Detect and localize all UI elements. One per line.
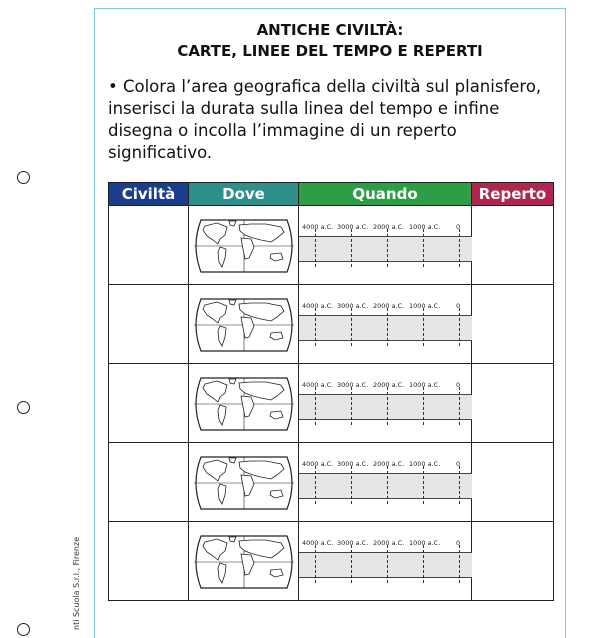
table-row — [109, 364, 554, 443]
timeline-tick — [315, 466, 316, 504]
timeline-label: 1000 a.C. — [409, 223, 441, 231]
civilta-input-cell[interactable] — [109, 443, 189, 522]
timeline-label: 0 — [456, 302, 461, 310]
reperto-input-cell[interactable] — [472, 522, 554, 601]
timeline-tick — [351, 466, 352, 504]
timeline-labels — [302, 539, 470, 549]
timeline-label: 0 — [456, 223, 461, 231]
table-header-row — [109, 183, 554, 206]
timeline-cell[interactable] — [299, 206, 472, 285]
civilta-input-cell[interactable] — [109, 522, 189, 601]
timeline-tick — [351, 387, 352, 425]
timeline-tick — [387, 545, 388, 583]
world-map-cell[interactable] — [189, 443, 299, 522]
title-line-1: ANTICHE CIVILTÀ: — [256, 21, 404, 39]
timeline-label: 4000 a.C. — [302, 223, 334, 231]
world-map-icon[interactable] — [191, 376, 297, 432]
timeline-tick — [315, 308, 316, 346]
civilizations-table — [108, 182, 554, 601]
timeline-label: 4000 a.C. — [302, 539, 334, 547]
table-row — [109, 285, 554, 364]
timeline-cell[interactable] — [299, 443, 472, 522]
instructions-text: • Colora l’area geografica della civiltà sul planisfero, inserisci la durata sulla linea del tempo e infine disegna o incolla l’immagine di un reperto significativo. — [108, 77, 542, 162]
timeline-tick — [351, 308, 352, 346]
world-map-cell[interactable] — [189, 206, 299, 285]
table-row — [109, 443, 554, 522]
timeline-tick — [459, 308, 460, 346]
timeline-label: 3000 a.C. — [337, 460, 369, 468]
timeline-labels — [302, 460, 470, 470]
header-dove: Dove — [189, 183, 299, 206]
timeline-label: 3000 a.C. — [337, 381, 369, 389]
timeline-tick — [459, 387, 460, 425]
timeline-cell[interactable] — [299, 522, 472, 601]
world-map-icon[interactable] — [191, 218, 297, 274]
timeline-label: 2000 a.C. — [373, 302, 405, 310]
timeline-bar[interactable] — [299, 394, 472, 420]
world-map-cell[interactable] — [189, 285, 299, 364]
timeline-bar[interactable] — [299, 236, 472, 262]
world-map-cell[interactable] — [189, 364, 299, 443]
timeline-label: 2000 a.C. — [373, 460, 405, 468]
reperto-input-cell[interactable] — [472, 206, 554, 285]
timeline-label: 0 — [456, 539, 461, 547]
title-line-2: CARTE, LINEE DEL TEMPO E REPERTI — [177, 42, 483, 60]
binder-hole — [17, 401, 30, 414]
timeline-tick — [315, 387, 316, 425]
timeline-tick — [423, 308, 424, 346]
reperto-input-cell[interactable] — [472, 364, 554, 443]
header-civilta: Civiltà — [109, 183, 189, 206]
timeline-label: 4000 a.C. — [302, 381, 334, 389]
timeline-tick — [351, 545, 352, 583]
timeline-label: 4000 a.C. — [302, 460, 334, 468]
timeline-tick — [423, 466, 424, 504]
timeline-bar[interactable] — [299, 552, 472, 578]
timeline-label: 1000 a.C. — [409, 460, 441, 468]
header-quando: Quando — [299, 183, 472, 206]
binder-hole — [17, 171, 30, 184]
timeline-tick — [387, 229, 388, 267]
reperto-input-cell[interactable] — [472, 285, 554, 364]
timeline-tick — [387, 387, 388, 425]
timeline-tick — [351, 229, 352, 267]
timeline-label: 0 — [456, 460, 461, 468]
reperto-input-cell[interactable] — [472, 443, 554, 522]
timeline-label: 2000 a.C. — [373, 539, 405, 547]
timeline-tick — [315, 229, 316, 267]
page-title — [94, 20, 566, 62]
timeline-label: 1000 a.C. — [409, 539, 441, 547]
world-map-icon[interactable] — [191, 534, 297, 590]
timeline-bar[interactable] — [299, 315, 472, 341]
timeline-tick — [423, 387, 424, 425]
timeline-labels — [302, 223, 470, 233]
timeline-label: 3000 a.C. — [337, 223, 369, 231]
timeline-label: 1000 a.C. — [409, 302, 441, 310]
world-map-cell[interactable] — [189, 522, 299, 601]
table-row — [109, 522, 554, 601]
timeline-cell[interactable] — [299, 285, 472, 364]
header-reperto: Reperto — [472, 183, 554, 206]
timeline-cell[interactable] — [299, 364, 472, 443]
civilta-input-cell[interactable] — [109, 285, 189, 364]
civilta-input-cell[interactable] — [109, 206, 189, 285]
timeline-labels — [302, 302, 470, 312]
world-map-icon[interactable] — [191, 297, 297, 353]
timeline-label: 1000 a.C. — [409, 381, 441, 389]
timeline-label: 4000 a.C. — [302, 302, 334, 310]
timeline-tick — [459, 229, 460, 267]
timeline-label: 3000 a.C. — [337, 539, 369, 547]
timeline-tick — [387, 466, 388, 504]
timeline-labels — [302, 381, 470, 391]
timeline-label: 2000 a.C. — [373, 223, 405, 231]
timeline-tick — [423, 229, 424, 267]
timeline-label: 2000 a.C. — [373, 381, 405, 389]
timeline-label: 3000 a.C. — [337, 302, 369, 310]
timeline-label: 0 — [456, 381, 461, 389]
timeline-tick — [423, 545, 424, 583]
timeline-tick — [459, 466, 460, 504]
timeline-tick — [459, 545, 460, 583]
publisher-credit: nti Scuola S.r.l., Firenze — [72, 536, 81, 630]
timeline-tick — [315, 545, 316, 583]
world-map-icon[interactable] — [191, 455, 297, 511]
civilta-input-cell[interactable] — [109, 364, 189, 443]
timeline-tick — [387, 308, 388, 346]
timeline-bar[interactable] — [299, 473, 472, 499]
table-row — [109, 206, 554, 285]
